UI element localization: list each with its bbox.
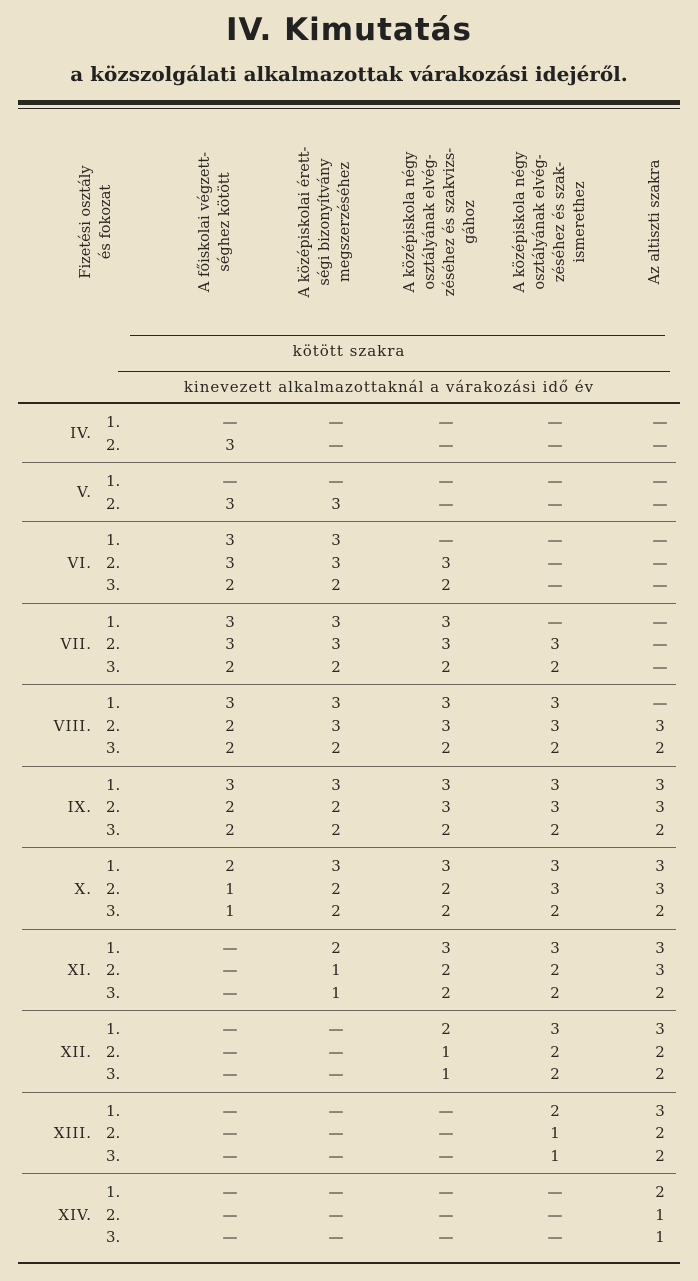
value-cell: — [222,1101,238,1120]
column-header-2 [275,112,375,332]
value-cell: — [438,494,454,513]
grade-label: V. [77,483,92,502]
value-cell: 2 [225,716,235,735]
table-row [0,1062,698,1086]
value-cell: 2 [441,983,451,1002]
value-cell: 2 [331,938,341,957]
value-cell: 3 [225,435,235,454]
value-cell: 2 [331,879,341,898]
value-cell: 3 [331,716,341,735]
step-label: 1. [106,694,121,712]
header-line: osztályának elvég- [422,154,438,290]
value-cell: 2 [331,820,341,839]
value-cell: 2 [225,820,235,839]
table-row [0,1225,698,1249]
page-title: IV. Kimutatás [225,12,473,48]
value-cell: — [222,1020,238,1038]
value-cell: 3 [655,857,665,875]
grade-label: VIII. [53,716,92,735]
value-cell: 3 [655,798,665,816]
step-label: 2. [106,1124,121,1142]
value-cell: 3 [441,635,451,653]
value-cell: 2 [550,1101,560,1120]
value-cell: 2 [441,576,451,594]
table-row [0,795,698,819]
value-cell: — [328,472,344,490]
value-cell: 3 [655,775,665,794]
value-cell: — [547,612,563,631]
value-cell: 3 [441,612,451,631]
step-label: 1. [106,1183,121,1201]
grade-label: XII. [60,1042,92,1061]
value-cell: — [328,1228,344,1246]
table-row [0,1040,698,1064]
value-cell: 3 [225,775,235,794]
value-cell: — [547,1205,563,1224]
group-separator [22,684,676,685]
value-cell: — [328,413,344,431]
step-label: 3. [106,739,121,757]
value-cell: — [652,657,668,676]
value-cell: — [328,1183,344,1201]
value-cell: — [547,472,563,490]
table-row [0,410,698,443]
header-line: ségi bizonyítvány [317,158,333,286]
value-cell: 2 [550,902,560,920]
group-separator [22,521,676,522]
table-row [0,958,698,982]
step-label: 1. [106,775,121,794]
value-cell: 2 [441,902,451,920]
value-cell: — [328,1065,344,1083]
value-cell: 2 [441,961,451,979]
grade-label: XI. [67,961,92,979]
table-row [0,573,698,597]
value-cell: 2 [441,657,451,676]
value-cell: — [652,435,668,454]
top-rule [18,100,680,105]
step-label: 1. [106,857,121,875]
table-row [0,469,698,502]
value-cell: 3 [441,857,451,875]
value-cell: 2 [441,879,451,898]
value-cell: 2 [225,798,235,816]
value-cell: 3 [550,798,560,816]
value-cell: 2 [655,902,665,920]
value-cell: — [438,1183,454,1201]
value-cell: 1 [331,961,341,979]
value-cell: 2 [225,576,235,594]
value-cell: — [222,1146,238,1165]
value-cell: — [222,1205,238,1224]
group-separator [22,462,676,463]
value-cell: 2 [655,983,665,1002]
value-cell: — [547,531,563,549]
value-cell: 2 [331,798,341,816]
column-header-4 [500,112,600,332]
value-cell: 3 [331,494,341,513]
value-cell: 3 [331,635,341,653]
value-cell: 3 [550,1020,560,1038]
value-cell: 3 [441,938,451,957]
value-cell: — [547,576,563,594]
value-cell: 3 [331,775,341,794]
table-row [0,877,698,901]
group-separator [22,603,676,604]
page-subtitle: a közszolgálati alkalmazottak várakozási idejéről. [70,62,628,86]
value-cell: — [547,1228,563,1246]
value-cell: — [222,1124,238,1142]
step-label: 2. [106,635,121,653]
value-cell: — [438,413,454,431]
step-label: 1. [106,938,121,957]
step-label: 3. [106,1146,121,1165]
column-header-5 [605,112,698,332]
value-cell: 1 [225,902,235,920]
header-line: A középiskola négy [512,151,528,293]
value-cell: 2 [441,739,451,757]
group-separator [22,766,676,767]
step-label: 1. [106,472,121,490]
grade-label: XIV. [58,1205,92,1224]
grade-label: X. [74,879,92,898]
value-cell: 2 [550,1042,560,1061]
value-cell: — [328,1042,344,1061]
value-cell: 2 [655,1183,665,1201]
value-cell: 2 [331,739,341,757]
value-cell: 1 [655,1205,665,1224]
grade-column-header [46,112,146,332]
step-label: 2. [106,494,121,513]
value-cell: — [222,413,238,431]
table-row [0,1203,698,1227]
step-label: 1. [106,531,121,549]
step-label: 3. [106,820,121,839]
value-cell: 3 [225,635,235,653]
step-label: 2. [106,961,121,979]
value-cell: 1 [550,1146,560,1165]
table-row [0,691,698,715]
step-label: 1. [106,1020,121,1038]
value-cell: 2 [655,820,665,839]
value-cell: 3 [655,716,665,735]
step-label: 3. [106,983,121,1002]
value-cell: — [652,472,668,490]
value-cell: — [438,472,454,490]
value-cell: — [328,1101,344,1120]
table-row [0,981,698,1005]
value-cell: — [547,1183,563,1201]
value-cell: 3 [550,775,560,794]
step-label: 3. [106,657,121,676]
value-cell: 1 [655,1228,665,1246]
step-label: 2. [106,879,121,898]
table-row [0,528,698,552]
value-cell: 3 [331,857,341,875]
value-cell: 3 [225,494,235,513]
value-cell: — [328,1146,344,1165]
header-line: zéséhez és szakvizs- [442,147,458,297]
value-cell: 2 [655,1042,665,1061]
table-row [0,433,698,457]
value-cell: — [328,1205,344,1224]
value-cell: — [328,435,344,454]
table-row [0,736,698,760]
value-cell: — [438,1101,454,1120]
value-cell: 1 [331,983,341,1002]
header-bottom-rule [18,402,680,404]
header-line: A főiskolai végzett- [197,151,213,293]
value-cell: 2 [655,739,665,757]
table-row [0,1144,698,1168]
header-line: és fokozat [98,184,114,260]
value-cell: 3 [225,612,235,631]
value-cell: 2 [550,1065,560,1083]
value-cell: — [222,961,238,979]
value-cell: — [652,413,668,431]
value-cell: 2 [331,657,341,676]
table-row [0,1121,698,1145]
value-cell: — [652,553,668,572]
value-cell: — [547,413,563,431]
value-cell: 1 [225,879,235,898]
header-line: gához [462,200,478,244]
value-cell: 3 [225,694,235,712]
table-row [0,1017,698,1041]
value-cell: 3 [655,879,665,898]
header-line: Fizetési osztály [78,165,94,279]
header-line: Az altiszti szakra [647,159,663,285]
caption-rule [130,335,665,336]
span-caption: kinevezett alkalmazottaknál a várakozási idő év [183,378,595,396]
header-line: A középiskolai érett- [297,146,313,298]
value-cell: 3 [550,635,560,653]
value-cell: 2 [655,1065,665,1083]
value-cell: 3 [550,694,560,712]
value-cell: 3 [655,938,665,957]
value-cell: — [652,694,668,712]
value-cell: 3 [550,857,560,875]
bound-caption: kötött szakra [292,342,406,360]
value-cell: — [222,1065,238,1083]
step-label: 3. [106,576,121,594]
table-row [0,936,698,960]
header-line: osztályának elvég- [532,154,548,290]
value-cell: 3 [331,694,341,712]
value-cell: — [222,1183,238,1201]
value-cell: 3 [550,938,560,957]
table-row [0,773,698,797]
value-cell: 2 [655,1146,665,1165]
grade-label: IV. [70,424,92,443]
value-cell: — [652,635,668,653]
table-row [0,714,698,738]
step-label: 2. [106,1042,121,1061]
value-cell: — [222,472,238,490]
column-header-3 [390,112,490,332]
step-label: 2. [106,435,121,454]
value-cell: 2 [550,983,560,1002]
table-row [0,818,698,842]
value-cell: 2 [225,739,235,757]
value-cell: 3 [225,553,235,572]
value-cell: 2 [331,576,341,594]
group-separator [22,1173,676,1174]
value-cell: — [222,938,238,957]
value-cell: 3 [550,879,560,898]
value-cell: 3 [441,716,451,735]
value-cell: 3 [331,531,341,549]
span-rule [118,371,670,372]
value-cell: 1 [441,1065,451,1083]
value-cell: 1 [550,1124,560,1142]
value-cell: — [547,435,563,454]
value-cell: — [652,494,668,513]
top-rule-thin [18,108,680,109]
value-cell: 2 [441,1020,451,1038]
value-cell: — [438,435,454,454]
step-label: 1. [106,612,121,631]
value-cell: — [222,1228,238,1246]
table-row [0,632,698,656]
value-cell: — [328,1020,344,1038]
value-cell: — [438,1205,454,1224]
value-cell: 2 [550,820,560,839]
value-cell: 3 [441,553,451,572]
bottom-rule [18,1262,680,1264]
step-label: 3. [106,1065,121,1083]
table-row [0,1180,698,1204]
value-cell: — [222,1042,238,1061]
grade-label: XIII. [53,1124,92,1142]
group-separator [22,1092,676,1093]
value-cell: 3 [441,798,451,816]
value-cell: — [547,494,563,513]
table-row [0,610,698,634]
grade-label: VI. [67,553,92,572]
value-cell: 3 [550,716,560,735]
value-cell: 2 [655,1124,665,1142]
table-row [0,655,698,679]
value-cell: 3 [655,1101,665,1120]
value-cell: 2 [225,857,235,875]
value-cell: 3 [331,553,341,572]
step-label: 1. [106,1101,121,1120]
group-separator [22,1010,676,1011]
group-separator [22,929,676,930]
value-cell: — [652,576,668,594]
value-cell: 3 [441,775,451,794]
value-cell: 2 [441,820,451,839]
step-label: 2. [106,716,121,735]
grade-label: IX. [67,798,92,816]
header-line: zéséhez és szak- [552,161,568,283]
value-cell: 2 [550,657,560,676]
value-cell: — [438,1124,454,1142]
value-cell: — [438,1146,454,1165]
value-cell: — [652,612,668,631]
header-line: séghez kötött [217,172,233,272]
table-row [0,492,698,516]
value-cell: — [438,1228,454,1246]
table-row [0,899,698,923]
table-row [0,854,698,878]
step-label: 2. [106,798,121,816]
value-cell: 2 [550,739,560,757]
value-cell: 2 [550,961,560,979]
table-row [0,551,698,575]
value-cell: 3 [225,531,235,549]
value-cell: — [438,531,454,549]
value-cell: — [652,531,668,549]
value-cell: 3 [655,1020,665,1038]
table-row [0,1099,698,1123]
value-cell: 3 [655,961,665,979]
value-cell: — [222,983,238,1002]
column-header-1 [165,112,265,332]
group-separator [22,847,676,848]
value-cell: 2 [331,902,341,920]
grade-label: VII. [60,635,92,653]
step-label: 2. [106,1205,121,1224]
step-label: 1. [106,413,121,431]
value-cell: — [328,1124,344,1142]
step-label: 3. [106,1228,121,1246]
value-cell: 2 [225,657,235,676]
header-line: A középiskola négy [402,151,418,293]
header-line: megszerzéséhez [337,162,353,283]
step-label: 3. [106,902,121,920]
header-line: ismerethez [572,181,588,263]
step-label: 2. [106,553,121,572]
value-cell: 1 [441,1042,451,1061]
value-cell: — [547,553,563,572]
value-cell: 3 [331,612,341,631]
value-cell: 3 [441,694,451,712]
